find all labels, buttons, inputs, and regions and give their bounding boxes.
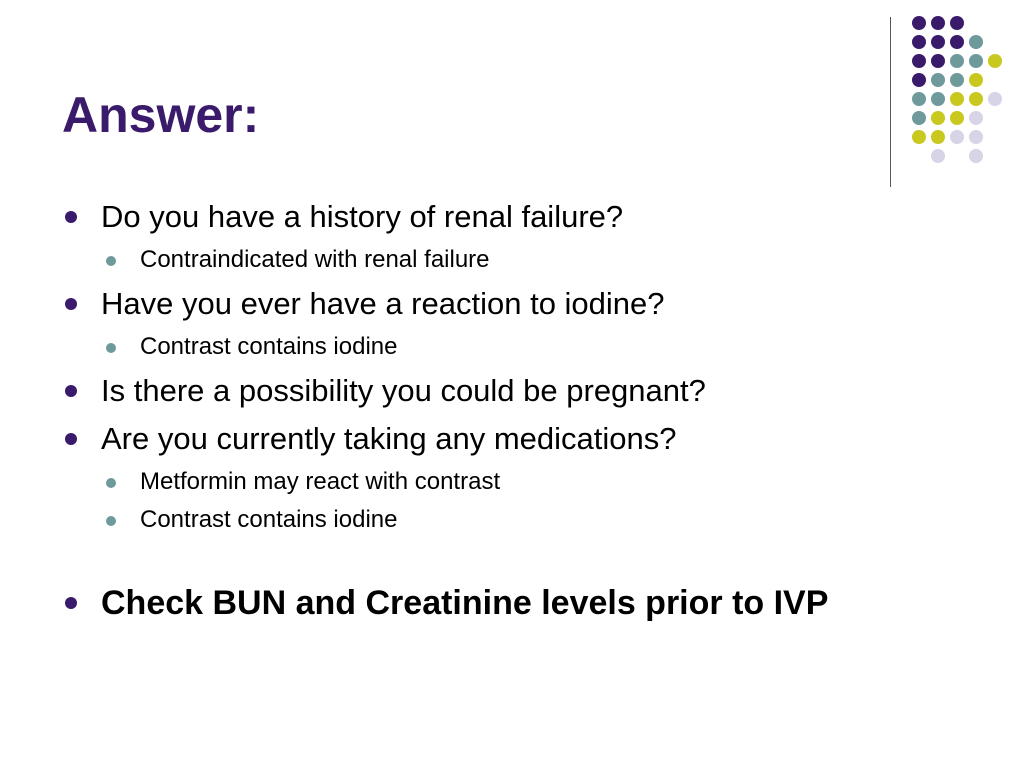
bullet-text: Are you currently taking any medications?	[101, 421, 677, 456]
sub-bullet-item	[140, 508, 397, 532]
bullet-text: Contrast contains iodine	[140, 333, 398, 360]
sub-bullet-item	[140, 470, 500, 494]
slide-title: Answer:	[62, 87, 260, 143]
bullet-text: Check BUN and Creatinine levels prior to IVP	[101, 584, 829, 622]
bullet-item	[101, 288, 665, 319]
bullet-text: Metformin may react with contrast	[140, 468, 501, 495]
bullet-item	[101, 586, 828, 620]
bullet-text: Do you have a history of renal failure?	[101, 199, 624, 234]
bullet-dot-icon	[106, 516, 116, 526]
bullet-text: Contrast contains iodine	[140, 506, 398, 533]
bullet-dot-icon	[106, 343, 116, 353]
bullet-dot-icon	[65, 385, 77, 397]
bullet-dot-icon	[106, 478, 116, 488]
bullet-text: Is there a possibility you could be pregnant?	[101, 373, 706, 408]
bullet-text: Contraindicated with renal failure	[140, 246, 490, 273]
bullet-dot-icon	[65, 597, 77, 609]
bullet-dot-icon	[65, 298, 77, 310]
bullet-dot-icon	[65, 433, 77, 445]
bullet-dot-icon	[106, 256, 116, 266]
bullet-item	[101, 423, 677, 454]
bullet-text: Have you ever have a reaction to iodine?	[101, 286, 665, 321]
bullet-dot-icon	[65, 211, 77, 223]
sub-bullet-item	[140, 248, 490, 272]
sub-bullet-item	[140, 335, 397, 359]
bullet-item	[101, 375, 706, 406]
bullet-item	[101, 201, 623, 232]
